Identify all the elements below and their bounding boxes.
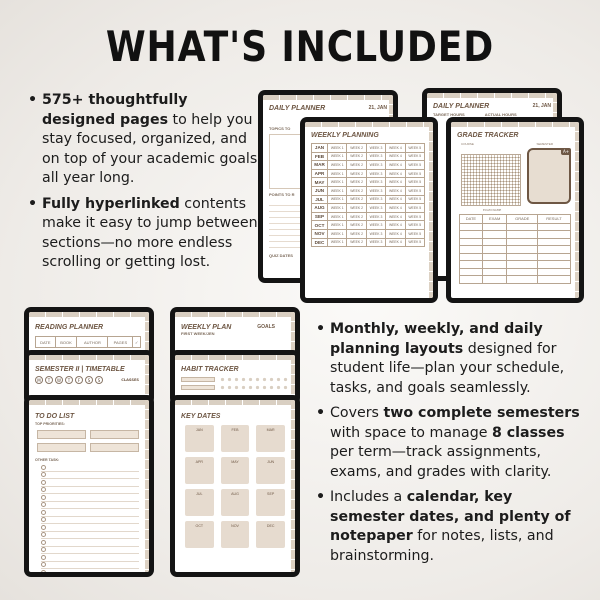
- week-cell: WEEK 5: [405, 169, 424, 178]
- checkbox-icon: [41, 532, 46, 537]
- week-cell: WEEK 2: [347, 221, 366, 230]
- tablet-grade-tracker: GRADE TRACKER COURSE SEMESTER A+ EXAM NAME DATE EXAM GRADE RESULT: [446, 117, 584, 303]
- column-header: GRADE: [507, 215, 538, 224]
- month-label: DEC: [266, 524, 275, 528]
- key-dates-grid: [175, 420, 295, 548]
- month-box: [221, 457, 250, 484]
- grade-cell: [537, 268, 570, 276]
- column-header: AUTHOR: [77, 337, 108, 348]
- grade-cell: [507, 231, 538, 239]
- todo-row: [41, 502, 139, 510]
- checkbox-icon: [41, 465, 46, 470]
- todo-row: [41, 532, 139, 540]
- checkbox-icon: [41, 547, 46, 552]
- grade-cell: [537, 246, 570, 254]
- week-cell: WEEK 3: [366, 161, 385, 170]
- month-label: JAN: [195, 428, 203, 432]
- grade-cell: [507, 238, 538, 246]
- grade-cell: [460, 276, 483, 284]
- month-box: [221, 521, 250, 548]
- tablet-habit-tracker: HABIT TRACKER: [170, 350, 300, 405]
- column-header: EXAM: [482, 215, 507, 224]
- week-cell: WEEK 4: [386, 229, 405, 238]
- week-cell: WEEK 1: [328, 238, 347, 247]
- month-label: JUN: [267, 460, 275, 464]
- todo-row: [41, 487, 139, 495]
- checkbox-icon: [41, 517, 46, 522]
- week-cell: WEEK 4: [386, 221, 405, 230]
- month-cell: AUG: [312, 204, 328, 213]
- tablet-timetable: SEMESTER II | TIMETABLE M T W T F S S CLASSES: [24, 350, 154, 405]
- week-cell: WEEK 2: [347, 229, 366, 238]
- day-circle: S: [85, 376, 93, 384]
- grade-cell: [460, 253, 483, 261]
- feature-item: • Includes a calendar, key semester dates, and plenty of notepaper for notes, lists, and brainstorming.: [316, 488, 588, 566]
- feature-item: • Monthly, weekly, and daily planning layouts designed for student life—plan your schedule, tasks, and goals seamlessly.: [316, 320, 588, 398]
- checkbox-icon: [41, 525, 46, 530]
- todo-row: [41, 524, 139, 532]
- month-box: [256, 457, 285, 484]
- week-cell: WEEK 1: [328, 161, 347, 170]
- month-label: APR: [195, 460, 204, 464]
- week-cell: WEEK 4: [386, 169, 405, 178]
- todo-row: [41, 479, 139, 487]
- week-cell: WEEK 1: [328, 152, 347, 161]
- week-cell: WEEK 1: [328, 144, 347, 153]
- tablet-reading-planner: READING PLANNER DATE BOOK AUTHOR PAGES ✓: [24, 307, 154, 365]
- grade-cell: [460, 246, 483, 254]
- week-cell: WEEK 2: [347, 161, 366, 170]
- week-cell: WEEK 2: [347, 212, 366, 221]
- month-cell: JUL: [312, 195, 328, 204]
- grade-table: [459, 214, 571, 284]
- grade-cell: [507, 223, 538, 231]
- week-cell: WEEK 5: [405, 229, 424, 238]
- todo-row: [41, 562, 139, 570]
- column-header: RESULT: [537, 215, 570, 224]
- todo-row: [41, 509, 139, 517]
- month-box: [256, 521, 285, 548]
- checkbox-icon: [41, 510, 46, 515]
- reading-table: [35, 336, 141, 348]
- day-circle: F: [75, 376, 83, 384]
- week-cell: WEEK 2: [347, 204, 366, 213]
- week-cell: WEEK 4: [386, 152, 405, 161]
- week-cell: WEEK 4: [386, 212, 405, 221]
- week-cell: WEEK 3: [366, 152, 385, 161]
- grade-cell: [537, 223, 570, 231]
- week-cell: WEEK 2: [347, 144, 366, 153]
- grade-cell: [482, 238, 507, 246]
- week-cell: WEEK 2: [347, 238, 366, 247]
- week-cell: WEEK 5: [405, 212, 424, 221]
- month-cell: MAY: [312, 178, 328, 187]
- week-cell: WEEK 3: [366, 178, 385, 187]
- grade-cell: [482, 223, 507, 231]
- checkbox-icon: [41, 540, 46, 545]
- month-box: [185, 457, 214, 484]
- month-cell: SEP: [312, 212, 328, 221]
- grade-cell: [482, 231, 507, 239]
- column-header: ✓: [133, 337, 141, 348]
- tablet-weekly-planning: WEEKLY PLANNING JAN WEEK 1 WEEK 2 WEEK 3 WEEK 4 WEEK 5 FEB WEEK 1 WEEK 2 WEEK 3 WEEK 4 WEEK 5 MAR WEEK 1 WEEK 2 WEEK 3 WEEK 4 WEEK 5 APR WEEK 1 WEEK 2 WEEK 3 WEEK 4 WEEK 5 MAY WEEK 1 WEEK 2 WEEK 3 WEEK 4 WEEK 5 JUN WEEK 1 WEEK 2 WEEK 3 WEEK 4 WEEK 5 JUL WEEK 1 WEEK 2 WEEK 3 WEEK 4 WEEK 5 AUG WEEK 1 WEEK 2 WEEK 3 WEEK 4 WEEK 5 SEP WEEK 1 WEEK 2 WEEK 3 WEEK 4 WEEK 5 OCT WEEK 1 WEEK 2 WEEK 3 WEEK 4 WEEK 5 NOV WEEK 1 WEEK 2 WEEK 3 WEEK 4 WEEK 5 DEC WEEK 1 WEEK 2 WEEK 3 WEEK 4 WEEK 5: [300, 117, 438, 303]
- month-box: [185, 489, 214, 516]
- features-list-left: [28, 91, 260, 279]
- month-cell: APR: [312, 169, 328, 178]
- day-circle: T: [65, 376, 73, 384]
- grade-cell: [482, 261, 507, 269]
- month-label: SEP: [267, 492, 275, 496]
- week-cell: WEEK 1: [328, 229, 347, 238]
- week-cell: WEEK 1: [328, 212, 347, 221]
- month-cell: MAR: [312, 161, 328, 170]
- timetable-days: [29, 373, 149, 384]
- screen-title: DAILY PLANNER: [269, 105, 326, 112]
- day-circle: T: [45, 376, 53, 384]
- checkbox-icon: [41, 472, 46, 477]
- grade-cell: [482, 268, 507, 276]
- feature-item: • 575+ thoughtfully designed pages to help you stay focused, organized, and on top of your academic goals all year long.: [28, 91, 260, 189]
- grade-cell: [537, 253, 570, 261]
- grade-cell: [537, 231, 570, 239]
- week-cell: WEEK 5: [405, 186, 424, 195]
- grade-cell: [507, 261, 538, 269]
- week-cell: WEEK 4: [386, 144, 405, 153]
- grade-cell: [507, 246, 538, 254]
- month-cell: OCT: [312, 221, 328, 230]
- week-cell: WEEK 2: [347, 169, 366, 178]
- feature-item: • Fully hyperlinked contents make it easy to jump between sections—no more endless scrolling or getting lost.: [28, 195, 260, 273]
- tablet-daily-planner: DAILY PLANNER 21, JAN TOPICS TO POINTS TO R QUIZ DATES: [258, 90, 398, 283]
- week-cell: WEEK 3: [366, 195, 385, 204]
- week-cell: WEEK 1: [328, 204, 347, 213]
- todo-row: [41, 464, 139, 472]
- week-cell: WEEK 3: [366, 186, 385, 195]
- grade-cell: [460, 231, 483, 239]
- week-cell: WEEK 1: [328, 178, 347, 187]
- classes-label: CLASSES: [121, 378, 139, 382]
- week-cell: WEEK 3: [366, 212, 385, 221]
- week-cell: WEEK 5: [405, 161, 424, 170]
- week-cell: WEEK 4: [386, 161, 405, 170]
- todo-rows: [29, 462, 149, 572]
- week-cell: WEEK 5: [405, 195, 424, 204]
- week-cell: WEEK 3: [366, 169, 385, 178]
- column-header: PAGES: [108, 337, 133, 348]
- checkbox-icon: [41, 502, 46, 507]
- page-title: WHAT'S INCLUDED: [105, 22, 495, 71]
- tablet-key-dates: KEY DATES JAN FEB MAR APR MAY JUN JUL AUG SEP OCT NOV DEC: [170, 395, 300, 577]
- column-header: BOOK: [55, 337, 77, 348]
- checkbox-icon: [41, 562, 46, 567]
- week-cell: WEEK 3: [366, 229, 385, 238]
- week-cell: WEEK 3: [366, 221, 385, 230]
- month-box: [256, 489, 285, 516]
- column-header: DATE: [460, 215, 483, 224]
- month-box: [185, 521, 214, 548]
- week-cell: WEEK 4: [386, 186, 405, 195]
- feature-item: • Covers two complete semesters with space to manage 8 classes per term—track assignments, exams, and grades with clarity.: [316, 404, 588, 482]
- checkbox-icon: [41, 570, 46, 572]
- grade-cell: [482, 246, 507, 254]
- todo-row: [41, 494, 139, 502]
- grade-cell: [537, 261, 570, 269]
- todo-row: [41, 539, 139, 547]
- grade-cell: [537, 276, 570, 284]
- week-cell: WEEK 1: [328, 186, 347, 195]
- week-cell: WEEK 4: [386, 195, 405, 204]
- week-cell: WEEK 5: [405, 152, 424, 161]
- week-cell: WEEK 4: [386, 178, 405, 187]
- checkbox-icon: [41, 480, 46, 485]
- month-box: [185, 425, 214, 452]
- month-label: OCT: [195, 524, 204, 528]
- week-cell: WEEK 3: [366, 238, 385, 247]
- week-cell: WEEK 3: [366, 204, 385, 213]
- month-box: [221, 425, 250, 452]
- month-label: MAY: [231, 460, 239, 464]
- grade-cell: [537, 238, 570, 246]
- week-cell: WEEK 4: [386, 238, 405, 247]
- week-cell: WEEK 3: [366, 144, 385, 153]
- week-cell: WEEK 1: [328, 169, 347, 178]
- week-cell: WEEK 5: [405, 204, 424, 213]
- column-header: DATE: [36, 337, 56, 348]
- tablet-weekly-plan: WEEKLY PLAN GOALS FIRST WEEK/JEN: [170, 307, 300, 365]
- month-label: JUL: [196, 492, 203, 496]
- grade-cell: [482, 276, 507, 284]
- month-cell: NOV: [312, 229, 328, 238]
- todo-row: [41, 547, 139, 555]
- grade-cell: [507, 268, 538, 276]
- grade-cell: [460, 268, 483, 276]
- month-cell: DEC: [312, 238, 328, 247]
- todo-row: [41, 569, 139, 572]
- month-label: MAR: [266, 428, 275, 432]
- weekly-grid: [311, 143, 425, 247]
- day-circle: M: [35, 376, 43, 384]
- month-cell: JUN: [312, 186, 328, 195]
- tablet-todo-list: TO DO LIST TOP PRIORITIES: OTHER TASK:: [24, 395, 154, 577]
- features-list-right: [316, 320, 588, 572]
- week-cell: WEEK 5: [405, 144, 424, 153]
- week-cell: WEEK 4: [386, 204, 405, 213]
- week-cell: WEEK 5: [405, 178, 424, 187]
- grade-badge: A+: [563, 149, 570, 154]
- week-cell: WEEK 5: [405, 238, 424, 247]
- month-label: AUG: [231, 492, 239, 496]
- week-cell: WEEK 2: [347, 152, 366, 161]
- grade-cell: [507, 253, 538, 261]
- week-cell: WEEK 2: [347, 186, 366, 195]
- todo-row: [41, 472, 139, 480]
- week-cell: WEEK 1: [328, 221, 347, 230]
- checkbox-icon: [41, 487, 46, 492]
- grade-cell: [460, 223, 483, 231]
- todo-row: [41, 554, 139, 562]
- month-box: [221, 489, 250, 516]
- month-label: FEB: [231, 428, 239, 432]
- week-cell: WEEK 2: [347, 195, 366, 204]
- tablet-daily-planner-2: DAILY PLANNER 21, JAN TARGET HOURS ACTUAL HOURS: [422, 88, 562, 281]
- week-cell: WEEK 2: [347, 178, 366, 187]
- month-box: [256, 425, 285, 452]
- todo-row: [41, 517, 139, 525]
- month-cell: JAN: [312, 144, 328, 153]
- week-cell: WEEK 5: [405, 221, 424, 230]
- grade-cell: [460, 261, 483, 269]
- month-cell: FEB: [312, 152, 328, 161]
- grade-cell: [482, 253, 507, 261]
- grade-cell: [460, 238, 483, 246]
- day-circle: W: [55, 376, 63, 384]
- grade-cell: [507, 276, 538, 284]
- month-label: NOV: [231, 524, 239, 528]
- checkbox-icon: [41, 495, 46, 500]
- week-cell: WEEK 1: [328, 195, 347, 204]
- day-circle: S: [95, 376, 103, 384]
- checkbox-icon: [41, 555, 46, 560]
